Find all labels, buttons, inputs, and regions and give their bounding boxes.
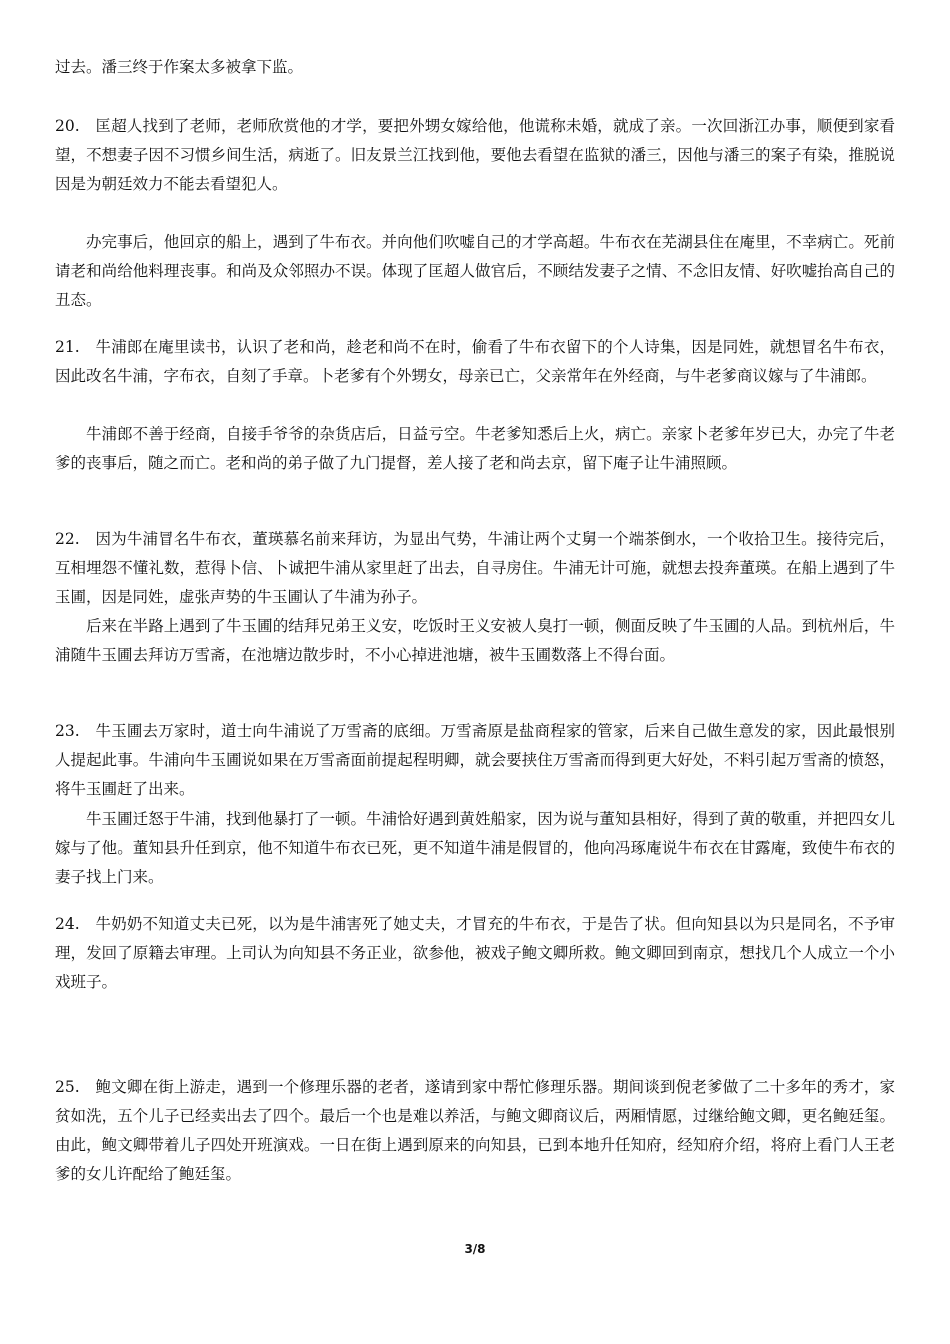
paragraph-item-21-cont: 牛浦郎不善于经商，自接手爷爷的杂货店后，日益亏空。牛老爹知悉后上火，病亡。亲家卜老爹年岁已大，办完了牛老爹的丧事后，随之而亡。老和尚的弟子做了九门提督，差人接了老和尚去京，留下庵子让牛浦照顾。 [55,425,895,472]
paragraph-item-20-cont: 办完事后，他回京的船上，遇到了牛布衣。并向他们吹嘘自己的才学高超。牛布衣在芜湖县住在庵里，不幸病亡。死前请老和尚给他料理丧事。和尚及众邻照办不误。体现了匡超人做官后，不顾结发妻子之情、不念旧友情、好吹嘘抬高自己的丑态。 [55,233,895,309]
paragraph-continuation: 过去。潘三终于作案太多被拿下监。 [55,58,304,76]
paragraph-item-24: 24. 牛奶奶不知道丈夫已死，以为是牛浦害死了她丈夫，才冒充的牛布衣，于是告了状。但向知县以为只是同名，不予审理，发回了原籍去审理。上司认为向知县不务正业，欲参他，被戏子鲍文卿所救。鲍文卿回到南京，想找几个人成立一个小戏班子。 [55,915,895,991]
page-number: 3/8 [464,1242,486,1256]
paragraph-item-20: 20. 匡超人找到了老师，老师欣赏他的才学，要把外甥女嫁给他，他谎称未婚，就成了亲。一次回浙江办事，顺便到家看望，不想妻子因不习惯乡间生活，病逝了。旧友景兰江找到他，要他去看望在监狱的潘三，因他与潘三的案子有染，推脱说因是为朝廷效力不能去看望犯人。 [55,117,895,193]
paragraph-item-22: 22. 因为牛浦冒名牛布衣，董瑛慕名前来拜访，为显出气势，牛浦让两个丈舅一个端茶倒水，一个收拾卫生。接待完后，互相埋怨不懂礼数，惹得卜信、卜诚把牛浦从家里赶了出去，自寻房住。牛浦无计可施，就想去投奔董瑛。在船上遇到了牛玉圃，因是同姓，虚张声势的牛玉圃认了牛浦为孙子。 [55,530,895,606]
paragraph-item-21: 21. 牛浦郎在庵里读书，认识了老和尚，趁老和尚不在时，偷看了牛布衣留下的个人诗集，因是同姓，就想冒名牛布衣，因此改名牛浦，字布衣，自刻了手章。卜老爹有个外甥女，母亲已亡，父亲常年在外经商，与牛老爹商议嫁与了牛浦郎。 [55,338,895,385]
paragraph-item-25: 25. 鲍文卿在街上游走，遇到一个修理乐器的老者，遂请到家中帮忙修理乐器。期间谈到倪老爹做了二十多年的秀才，家贫如洗，五个儿子已经卖出去了四个。最后一个也是难以养活，与鲍文卿商议后，两厢情愿，过继给鲍文卿，更名鲍廷玺。由此，鲍文卿带着儿子四处开班演戏。一日在街上遇到原来的向知县，已到本地升任知府，经知府介绍，将府上看门人王老爹的女儿许配给了鲍廷玺。 [55,1078,895,1183]
paragraph-item-23-cont: 牛玉圃迁怒于牛浦，找到他暴打了一顿。牛浦恰好遇到黄姓船家，因为说与董知县相好，得到了黄的敬重，并把四女儿嫁与了他。董知县升任到京，他不知道牛布衣已死，更不知道牛浦是假冒的，他向冯琢庵说牛布衣在甘露庵，致使牛布衣的妻子找上门来。 [55,810,895,886]
paragraph-item-23: 23. 牛玉圃去万家时，道士向牛浦说了万雪斋的底细。万雪斋原是盐商程家的管家，后来自己做生意发的家，因此最恨别人提起此事。牛浦向牛玉圃说如果在万雪斋面前提起程明卿，就会要挟住万雪斋而得到更大好处，不料引起万雪斋的愤怒，将牛玉圃赶了出来。 [55,722,895,798]
paragraph-item-22-cont: 后来在半路上遇到了牛玉圃的结拜兄弟王义安，吃饭时王义安被人臭打一顿，侧面反映了牛玉圃的人品。到杭州后，牛浦随牛玉圃去拜访万雪斋，在池塘边散步时，不小心掉进池塘，被牛玉圃数落上不得台面。 [55,617,895,664]
